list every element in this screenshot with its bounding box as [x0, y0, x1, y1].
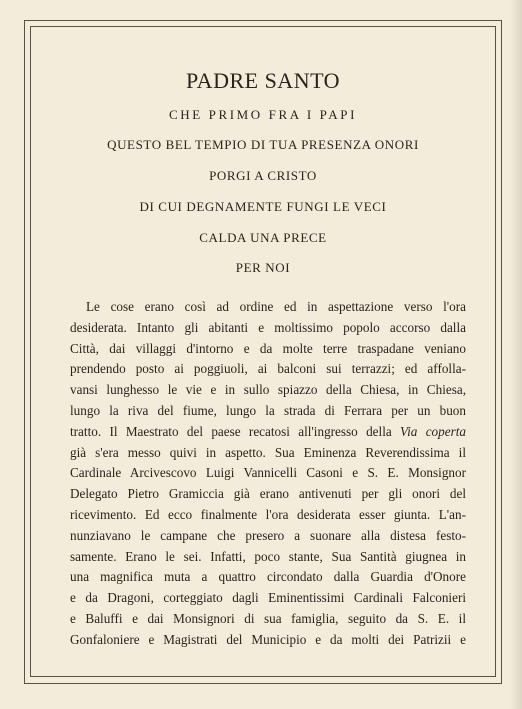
- body-line-17: Gonfaloniere e Magistrati del Municipio e da molti dei Patrizii e: [70, 631, 466, 647]
- dedication-line-4: DI CUI DEGNAMENTE FUNGI LE VECI: [139, 199, 387, 214]
- body-line-4: prendendo posto ai poggiuoli, ai balconi sui terrazzi; ed affolla-: [70, 361, 466, 377]
- page-edge-shadow: [510, 0, 522, 709]
- body-paragraph: [70, 297, 466, 651]
- body-line-16: e Baluffi e dai Monsignori di sua famiglia, seguito da S. E. il: [70, 610, 466, 626]
- body-line-3: Città, dai villaggi d'intorno e da molte terre traspadane veniano: [70, 340, 466, 356]
- dedication-title: PADRE SANTO: [185, 68, 341, 93]
- body-line-14: una magnifica muta a quattro circondato dalla Guardia d'Onore: [70, 569, 466, 585]
- body-line-15: e da Dragoni, corteggiato dagli Eminentissimi Cardinali Falconieri: [70, 590, 466, 606]
- italic-phrase: Via coperta: [400, 423, 466, 439]
- body-line-5: vansi lunghesso le vie e in sullo spiazzo della Chiesa, in Chiesa,: [70, 382, 466, 398]
- body-line-1: Le cose erano così ad ordine ed in aspettazione verso l'ora: [86, 299, 466, 314]
- body-line-7-text: tratto. Il Maestrato del paese recatosi all'ingresso della: [70, 423, 401, 439]
- dedication-line-3: PORGI A CRISTO: [209, 168, 317, 183]
- body-line-7: [70, 422, 466, 443]
- body-line-6: lungo la riva del fiume, lungo la strada di Ferrara per un buon: [70, 402, 466, 418]
- dedication-line-2: QUESTO BEL TEMPIO DI TUA PRESENZA ONORI: [107, 137, 419, 152]
- body-line-9: Cardinale Arcivescovo Luigi Vannicelli Casoni e S. E. Monsignor: [70, 465, 466, 481]
- dedication-line-1: CHE PRIMO FRA I PAPI: [168, 107, 358, 122]
- dedication-line-5: CALDA UNA PRECE: [199, 230, 327, 245]
- body-line-10: Delegato Pietro Gramiccia già erano antivenuti per gli onori del: [70, 486, 466, 502]
- body-line-12: nunziavano le campane che presero a suonare alla distesa festo-: [70, 527, 466, 543]
- body-line-11: ricevimento. Ed ecco finalmente l'ora desiderata esser giunta. L'an-: [70, 506, 466, 522]
- dedication-line-6: PER NOI: [235, 260, 291, 275]
- body-line-13: samente. Erano le sei. Infatti, poco stante, Sua Santità giugnea in: [70, 548, 466, 564]
- body-line-2: desiderata. Intanto gli abitanti e moltissimo popolo accorso dalla: [70, 319, 466, 335]
- body-line-8: già s'era messo quivi in aspetto. Sua Eminenza Reverendissima il: [70, 444, 466, 460]
